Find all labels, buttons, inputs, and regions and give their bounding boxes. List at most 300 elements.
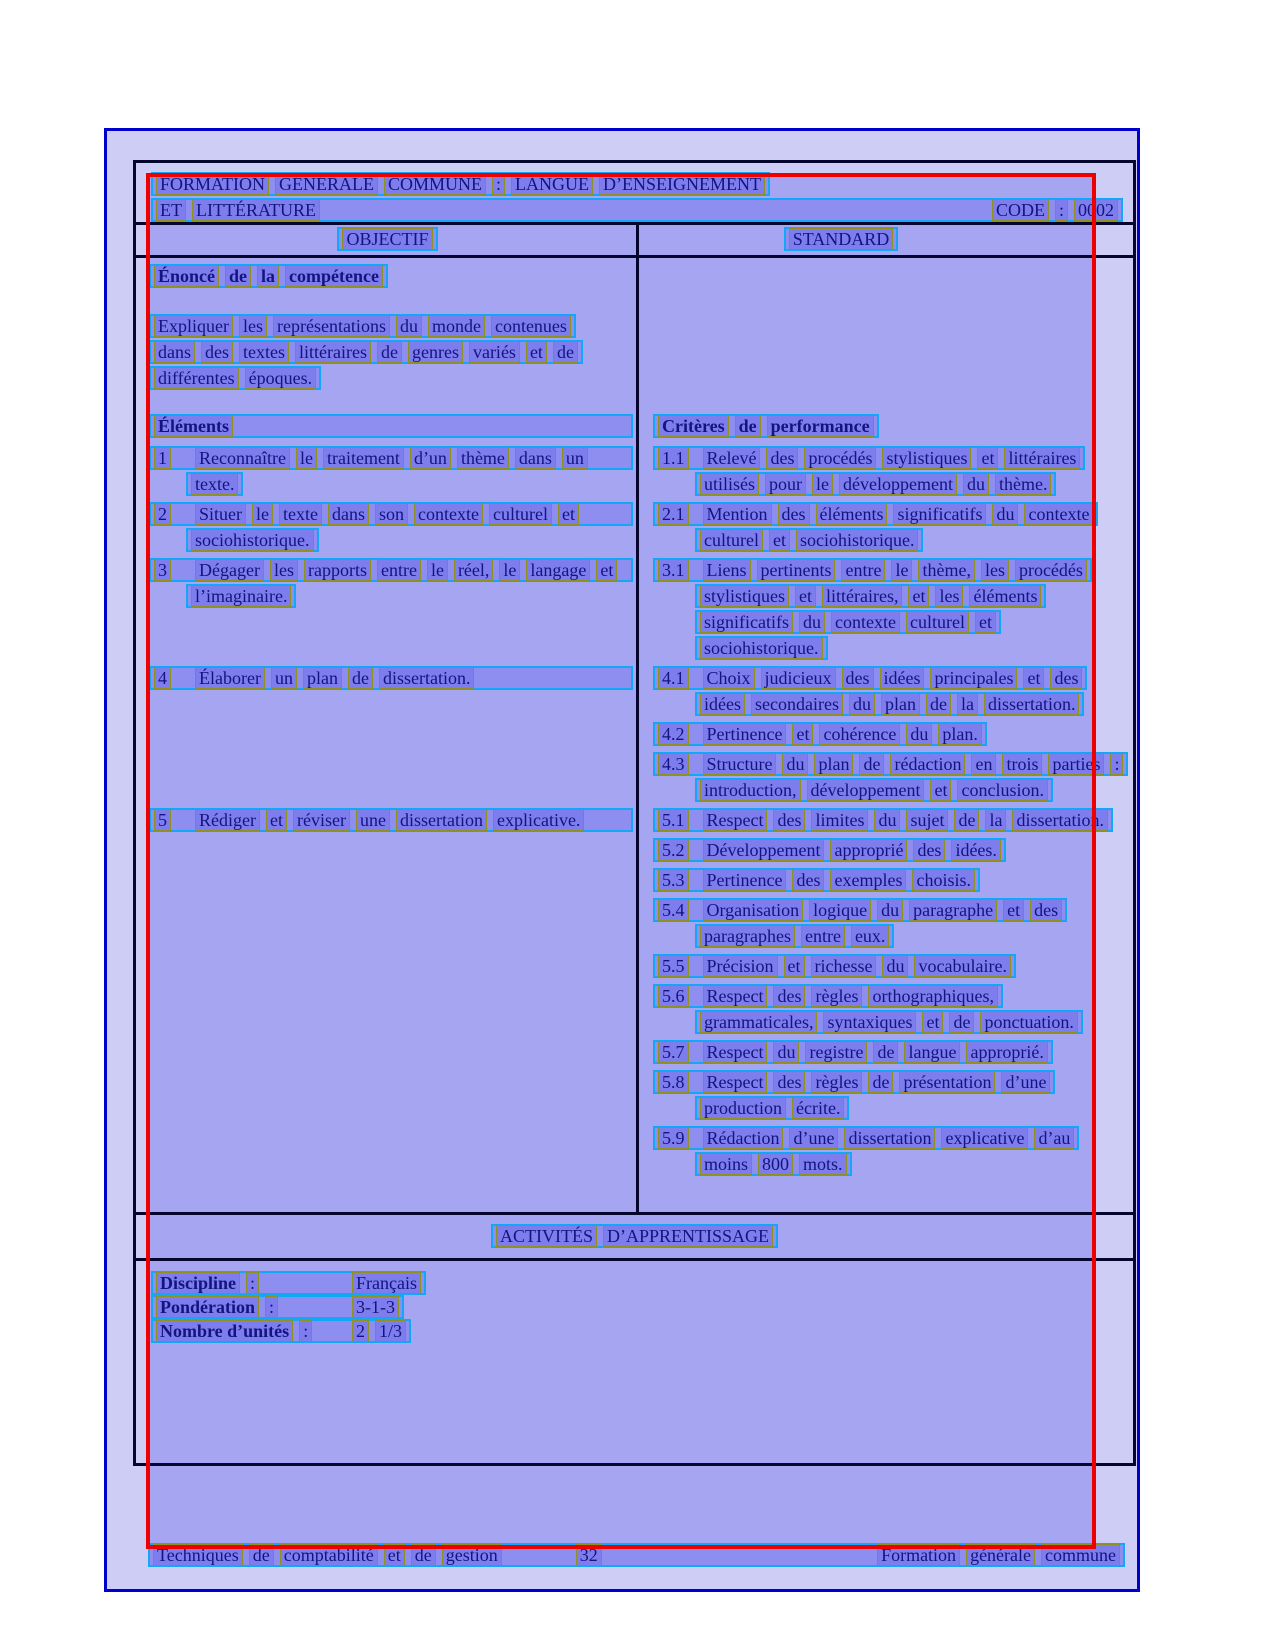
word-box: et <box>769 529 790 551</box>
word-box: de <box>926 693 951 715</box>
word-box: dissertation. <box>984 693 1080 715</box>
criteres-heading <box>653 414 879 438</box>
word-box: d’une <box>1001 1071 1050 1093</box>
word-box: et <box>1023 667 1044 689</box>
word-box: Critères <box>658 415 729 437</box>
word-box: sociohistorique. <box>700 637 823 659</box>
word-box: Liens <box>703 559 751 581</box>
word-box: de <box>859 753 884 775</box>
word-box: représentations <box>273 315 390 337</box>
word-box: stylistiques <box>700 585 789 607</box>
word-box: Élaborer <box>195 667 265 689</box>
word-box: éléments <box>969 585 1041 607</box>
text-line <box>695 1010 1083 1034</box>
word-box: de <box>348 667 373 689</box>
criteres-heading-cell <box>639 414 1133 440</box>
word-box: exemples <box>830 869 906 891</box>
word-box: d’un <box>410 447 451 469</box>
word-box: Développement <box>703 839 825 861</box>
word-box: littéraires, <box>822 585 902 607</box>
word-box: littéraires <box>295 341 371 363</box>
text-line <box>149 314 576 338</box>
word-box: judicieux <box>761 667 836 689</box>
word-box: des <box>766 447 798 469</box>
list-item <box>653 838 1131 862</box>
title-line-2-text <box>156 199 320 221</box>
item-number: 1.1 <box>658 447 689 469</box>
objectif-header-cell <box>136 225 639 255</box>
word-box: Choix <box>703 667 755 689</box>
word-box: rapports <box>304 559 371 581</box>
list-item <box>653 1040 1131 1064</box>
word-box: des <box>778 503 810 525</box>
word-box: idées <box>700 693 745 715</box>
item-number: 5.4 <box>658 899 689 921</box>
column-divider-line <box>636 225 639 1215</box>
word-box: de <box>873 1041 898 1063</box>
text-line <box>695 1152 852 1176</box>
word-box: des <box>842 667 874 689</box>
word-box: production <box>700 1097 786 1119</box>
word-box: LITTÉRATURE <box>192 199 320 221</box>
word-box: d’au <box>1034 1127 1074 1149</box>
elements-heading-cell <box>136 414 639 440</box>
word-box: du <box>874 809 900 831</box>
word-box: trois <box>1002 753 1042 775</box>
activity-label <box>156 1296 346 1318</box>
word-box: sociohistorique. <box>796 529 919 551</box>
word-box: des <box>792 869 824 891</box>
word-box: plan <box>814 753 853 775</box>
word-box: langage <box>526 559 590 581</box>
text-line <box>186 584 296 608</box>
word-box: registre <box>805 1041 867 1063</box>
word-box: une <box>356 809 390 831</box>
word-box: Situer <box>195 503 246 525</box>
word-box: ACTIVITÉS <box>496 1225 597 1247</box>
text-line <box>186 472 243 496</box>
text-line <box>653 666 1087 690</box>
word-box: contenues <box>491 315 571 337</box>
word-box: présentation <box>899 1071 995 1093</box>
word-box: Dégager <box>195 559 264 581</box>
text-line <box>695 1096 849 1120</box>
word-box: 0002 <box>1074 199 1118 221</box>
word-box: et <box>795 585 816 607</box>
word-box: des <box>201 341 233 363</box>
list-item <box>653 954 1131 978</box>
word-box: Nombre d’unités <box>156 1320 293 1342</box>
word-box: : <box>1055 199 1068 221</box>
word-box: dissertation <box>844 1127 935 1149</box>
text-line <box>653 984 1003 1008</box>
word-box: Respect <box>703 1041 768 1063</box>
word-box: LANGUE <box>511 173 593 195</box>
word-box: GÉNÉRALE <box>275 173 378 195</box>
word-box: des <box>773 1071 805 1093</box>
word-box: procédés <box>804 447 876 469</box>
item-number: 5 <box>154 809 171 831</box>
word-box: cohérence <box>819 723 900 745</box>
word-box: règles <box>811 985 862 1007</box>
text-line <box>653 838 1006 862</box>
word-box: l’imaginaire. <box>191 585 291 607</box>
word-box: textes <box>239 341 289 363</box>
standard-criteria-cell <box>639 446 1133 502</box>
word-box: un <box>271 667 297 689</box>
word-box: la <box>985 809 1006 831</box>
word-box: règles <box>811 1071 862 1093</box>
word-box: 32 <box>576 1544 602 1566</box>
word-box: le <box>427 559 448 581</box>
text-line <box>186 528 319 552</box>
word-box: plan <box>303 667 342 689</box>
activities-banner-row <box>136 1212 1133 1261</box>
word-box: les <box>935 585 963 607</box>
text-line <box>149 340 583 364</box>
word-box: des <box>773 809 805 831</box>
word-box: approprié <box>830 839 907 861</box>
enonce-paragraph <box>149 314 633 390</box>
word-box: dissertation. <box>1012 809 1108 831</box>
word-box: thème. <box>995 473 1051 495</box>
word-box: contexte <box>1024 503 1093 525</box>
word-box: et <box>384 1544 405 1566</box>
word-box: monde <box>428 315 485 337</box>
word-box: ponctuation. <box>980 1011 1077 1033</box>
word-box: D’APPRENTISSAGE <box>603 1225 773 1247</box>
word-box: son <box>375 503 408 525</box>
word-box: contexte <box>831 611 900 633</box>
activity-label <box>156 1272 346 1294</box>
word-box: de <box>249 1544 274 1566</box>
word-box: 3-1-3 <box>352 1296 399 1318</box>
word-box: 2 <box>352 1320 369 1342</box>
word-box: les <box>270 559 298 581</box>
text-line <box>653 722 987 746</box>
word-box: explicative. <box>493 809 584 831</box>
item-number: 5.9 <box>658 1127 689 1149</box>
list-item <box>653 898 1131 948</box>
word-box: et <box>792 723 813 745</box>
word-box: : <box>299 1320 312 1342</box>
list-item <box>653 808 1131 832</box>
word-box: entre <box>801 925 845 947</box>
word-box: Relevé <box>703 447 761 469</box>
footer-page-number <box>576 1544 602 1566</box>
objectif-item-cell <box>136 666 639 808</box>
text-line <box>653 868 980 892</box>
word-box: entre <box>377 559 421 581</box>
word-box: dans <box>515 447 556 469</box>
word-box: développement <box>807 779 925 801</box>
list-item <box>653 1070 1131 1120</box>
objectif-header <box>337 227 437 251</box>
word-box: genres <box>408 341 463 363</box>
word-box: d’une <box>789 1127 838 1149</box>
word-box: compétence <box>285 265 383 287</box>
item-number: 2 <box>154 503 171 525</box>
word-box: plan <box>881 693 920 715</box>
word-box: CODE <box>992 199 1049 221</box>
word-box: du <box>882 955 908 977</box>
list-item <box>149 808 633 832</box>
word-box: Rédiger <box>195 809 260 831</box>
column-header-row <box>136 225 1133 258</box>
text-line <box>695 778 1053 802</box>
word-box: le <box>252 503 273 525</box>
enonce-right-empty-cell <box>639 264 1133 414</box>
word-box: grammaticales, <box>700 1011 817 1033</box>
word-box: stylistiques <box>882 447 971 469</box>
enonce-heading <box>149 264 388 288</box>
word-box: et <box>930 779 951 801</box>
word-box: principales <box>930 667 1017 689</box>
word-box: texte. <box>191 473 238 495</box>
word-box: logique <box>809 899 871 921</box>
item-number: 1 <box>154 447 171 469</box>
list-item <box>653 868 1131 892</box>
text-line <box>695 924 894 948</box>
word-box: Pondération <box>156 1296 259 1318</box>
word-box: Éléments <box>154 415 233 437</box>
table-body <box>136 258 1133 1212</box>
word-box: sujet <box>906 809 948 831</box>
list-item <box>149 502 633 552</box>
word-box: syntaxiques <box>823 1011 916 1033</box>
list-item <box>653 984 1131 1034</box>
text-line <box>149 502 633 526</box>
activity-row <box>151 1295 404 1319</box>
word-box: dissertation. <box>379 667 475 689</box>
word-box: commune <box>1041 1544 1120 1566</box>
word-box: Formation <box>877 1544 960 1566</box>
word-box: significatifs <box>893 503 986 525</box>
word-box: et <box>977 447 998 469</box>
word-box: générale <box>966 1544 1035 1566</box>
footer-program-name <box>153 1544 502 1566</box>
word-box: littéraires <box>1004 447 1080 469</box>
text-line <box>653 898 1067 922</box>
page-footer <box>148 1543 1125 1567</box>
word-box: pour <box>765 473 806 495</box>
word-box: et <box>784 955 805 977</box>
text-line <box>653 1126 1079 1150</box>
word-box: Organisation <box>703 899 804 921</box>
word-box: le <box>499 559 520 581</box>
list-item <box>653 1126 1131 1176</box>
word-box: des <box>1050 667 1082 689</box>
word-box: Expliquer <box>154 315 233 337</box>
word-box: de <box>411 1544 436 1566</box>
activity-row <box>151 1319 411 1343</box>
standard-criteria-cell <box>639 666 1133 808</box>
item-number: 4.3 <box>658 753 689 775</box>
text-line <box>149 446 633 470</box>
word-box: de <box>225 265 251 287</box>
word-box: richesse <box>811 955 877 977</box>
enonce-block <box>136 264 639 392</box>
word-box: Respect <box>703 985 768 1007</box>
word-box: Respect <box>703 809 768 831</box>
text-line <box>149 558 633 582</box>
word-box: Discipline <box>156 1272 240 1294</box>
standard-criteria-cell <box>639 808 1133 1182</box>
word-box: et <box>526 341 547 363</box>
word-box: conclusion. <box>957 779 1048 801</box>
elements-heading <box>149 414 633 438</box>
word-box: la <box>257 265 279 287</box>
word-box: de <box>954 809 979 831</box>
word-box: secondaires <box>751 693 843 715</box>
text-line <box>653 1070 1055 1094</box>
word-box: du <box>963 473 989 495</box>
word-box: explicative <box>941 1127 1028 1149</box>
item-number: 4 <box>154 667 171 689</box>
text-line <box>695 610 1001 634</box>
list-item <box>149 446 633 496</box>
word-box: du <box>849 693 875 715</box>
text-line <box>695 528 923 552</box>
word-box: des <box>1030 899 1062 921</box>
word-box: le <box>891 559 912 581</box>
word-box: vocabulaire. <box>914 955 1010 977</box>
word-box: Précision <box>703 955 778 977</box>
word-box: du <box>877 899 903 921</box>
word-box: 1/3 <box>375 1320 406 1342</box>
word-box: le <box>296 447 317 469</box>
word-box: langue <box>904 1041 960 1063</box>
item-number: 3 <box>154 559 171 581</box>
word-box: OBJECTIF <box>342 228 432 250</box>
text-line <box>653 1040 1053 1064</box>
word-box: contexte <box>414 503 483 525</box>
text-line <box>653 954 1016 978</box>
footer-line <box>148 1543 1125 1567</box>
text-line <box>149 366 321 390</box>
item-number: 5.6 <box>658 985 689 1007</box>
word-box: écrite. <box>792 1097 844 1119</box>
item-number: 5.1 <box>658 809 689 831</box>
word-box: idées <box>880 667 925 689</box>
activities-banner <box>491 1224 778 1248</box>
word-box: de <box>377 341 402 363</box>
word-box: D’ENSEIGNEMENT <box>599 173 765 195</box>
word-box: idées. <box>951 839 1000 861</box>
word-box: du <box>799 611 825 633</box>
word-box: procédés <box>1015 559 1087 581</box>
word-box: différentes <box>154 367 239 389</box>
word-box: Respect <box>703 1071 768 1093</box>
objectif-item-cell <box>136 808 639 1182</box>
text-line <box>653 502 1098 526</box>
word-box: le <box>812 473 833 495</box>
text-line <box>695 472 1056 496</box>
word-box: gestion <box>442 1544 502 1566</box>
word-box: des <box>773 985 805 1007</box>
word-box: Pertinence <box>703 723 787 745</box>
word-box: performance <box>767 415 874 437</box>
standard-header-cell <box>639 225 1133 255</box>
item-number: 5.7 <box>658 1041 689 1063</box>
word-box: FORMATION <box>156 173 269 195</box>
word-box: traitement <box>323 447 404 469</box>
text-line <box>695 584 1046 608</box>
word-box: du <box>906 723 932 745</box>
activities-section <box>136 1261 1133 1463</box>
word-box: 800 <box>758 1153 793 1175</box>
word-box: un <box>562 447 588 469</box>
word-box: de <box>553 341 578 363</box>
word-box: en <box>971 753 996 775</box>
word-box: du <box>992 503 1018 525</box>
word-box: dans <box>328 503 369 525</box>
word-box: texte <box>279 503 322 525</box>
text-line <box>653 446 1085 470</box>
standard-criteria-cell <box>639 502 1133 558</box>
item-number: 2.1 <box>658 503 689 525</box>
objectif-item-cell <box>136 446 639 502</box>
word-box: et <box>922 1011 943 1033</box>
text-line <box>695 636 828 660</box>
list-item <box>653 752 1131 802</box>
text-line <box>695 692 1084 716</box>
word-box: thème, <box>918 559 974 581</box>
activity-label <box>156 1320 346 1342</box>
word-box: dissertation <box>396 809 487 831</box>
word-box: les <box>981 559 1009 581</box>
course-code <box>992 199 1118 221</box>
footer-section-name <box>877 1544 1120 1566</box>
standard-header <box>784 227 899 251</box>
word-box: des <box>913 839 945 861</box>
word-box: et <box>558 503 579 525</box>
word-box: mots. <box>799 1153 847 1175</box>
item-number: 3.1 <box>658 559 689 581</box>
objectif-standard-table <box>133 160 1136 1466</box>
objectif-item-cell <box>136 558 639 666</box>
word-box: orthographiques, <box>868 985 997 1007</box>
title-line-1 <box>151 172 770 196</box>
word-box: la <box>957 693 978 715</box>
list-item <box>149 666 633 690</box>
word-box: les <box>239 315 267 337</box>
word-box: pertinents <box>757 559 836 581</box>
list-item <box>653 666 1131 716</box>
word-box: culturel <box>906 611 969 633</box>
list-item <box>653 502 1131 552</box>
text-line <box>653 558 1092 582</box>
word-box: Énoncé <box>154 265 219 287</box>
word-box: de <box>949 1011 974 1033</box>
word-box: et <box>596 559 617 581</box>
word-box: dans <box>154 341 195 363</box>
word-box: STANDARD <box>789 228 894 250</box>
objectif-item-cell <box>136 502 639 558</box>
word-box: Français <box>352 1272 421 1294</box>
word-box: développement <box>839 473 957 495</box>
word-box: entre <box>841 559 885 581</box>
list-item <box>653 722 1131 746</box>
word-box: et <box>975 611 996 633</box>
word-box: COMMUNE <box>384 173 486 195</box>
word-box: de <box>868 1071 893 1093</box>
word-box: eux. <box>851 925 890 947</box>
word-box: : <box>1110 753 1123 775</box>
word-box: : <box>265 1296 278 1318</box>
list-item <box>149 558 633 608</box>
word-box: Structure <box>703 753 777 775</box>
